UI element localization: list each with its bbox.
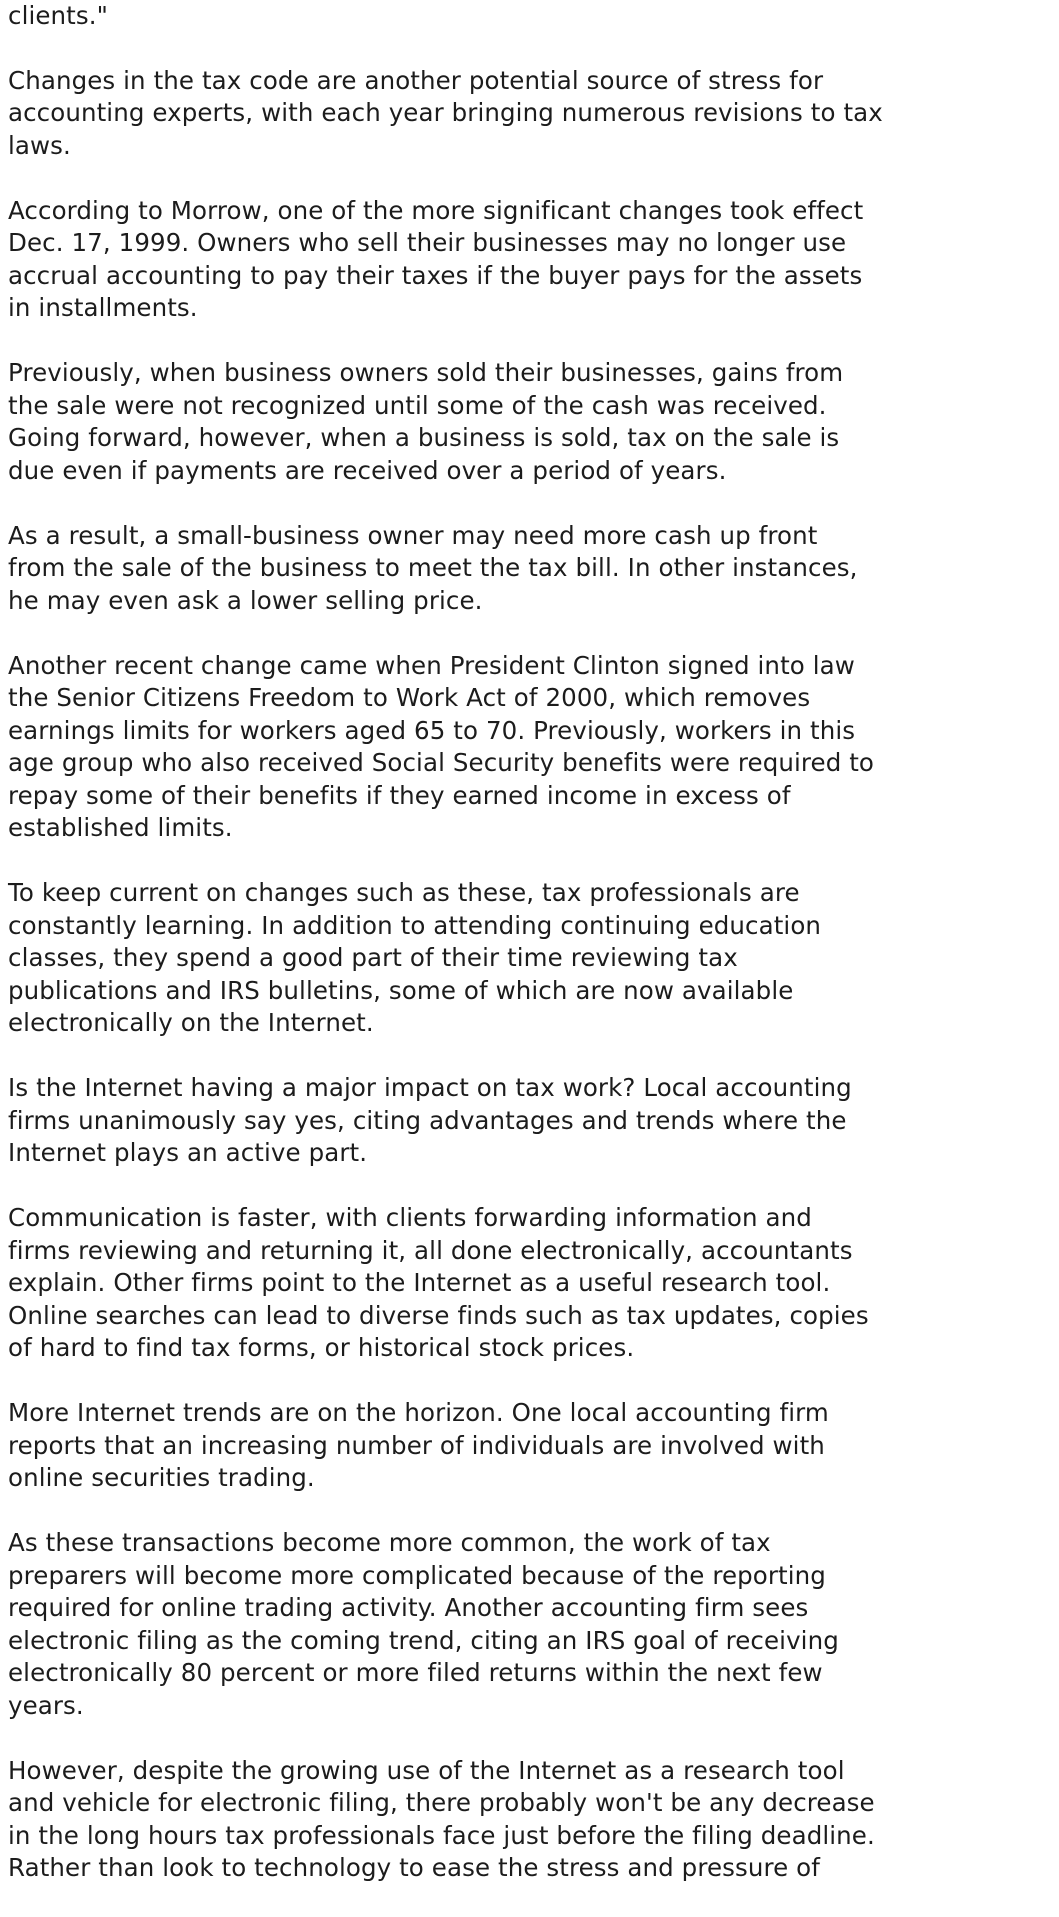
paragraph-4 [8, 357, 1048, 487]
text-line: of hard to find tax forms, or historical stock prices. [8, 1333, 635, 1362]
paragraph-9 [8, 1202, 1048, 1365]
text-line: from the sale of the business to meet the tax bill. In other instances, [8, 553, 858, 582]
text-line: in the long hours tax professionals face just before the filing deadline. [8, 1820, 875, 1850]
paragraph-8 [8, 1072, 1048, 1170]
text-line: Online searches can lead to diverse finds such as tax updates, copies [8, 1300, 869, 1330]
text-line: earnings limits for workers aged 65 to 70. Previously, workers in this [8, 715, 856, 745]
text-line: clients." [8, 1, 109, 30]
text-line: firms unanimously say yes, citing advantages and trends where the [8, 1105, 847, 1135]
paragraph-5 [8, 520, 1048, 618]
text-line: Going forward, however, when a business is sold, tax on the sale is [8, 423, 840, 452]
text-line: As a result, a small-business owner may need more cash up front [8, 520, 818, 550]
text-line: publications and IRS bulletins, some of which are now available [8, 975, 794, 1005]
paragraph-11 [8, 1527, 1048, 1722]
paragraph-3 [8, 195, 1048, 325]
text-line: Rather than look to technology to ease the stress and pressure of [8, 1853, 820, 1882]
document-page [8, 0, 1048, 1917]
text-line: Dec. 17, 1999. Owners who sell their businesses may no longer use [8, 228, 847, 257]
text-line: firms reviewing and returning it, all done electronically, accountants [8, 1235, 853, 1265]
text-line: As these transactions become more common, the work of tax [8, 1528, 771, 1557]
text-line: he may even ask a lower selling price. [8, 585, 483, 615]
text-line: repay some of their benefits if they earned income in excess of [8, 780, 791, 810]
text-line: and vehicle for electronic filing, there probably won't be any decrease [8, 1788, 875, 1817]
text-line: years. [8, 1690, 84, 1720]
paragraph-2 [8, 65, 1048, 163]
paragraph-10 [8, 1397, 1048, 1495]
text-line: According to Morrow, one of the more significant changes took effect [8, 195, 864, 225]
text-line: established limits. [8, 813, 233, 842]
text-line: age group who also received Social Security benefits were required to [8, 748, 875, 777]
paragraph-6 [8, 650, 1048, 845]
text-line: laws. [8, 130, 71, 160]
text-line: the sale were not recognized until some of the cash was received. [8, 390, 827, 420]
text-line: constantly learning. In addition to attending continuing education [8, 910, 822, 940]
paragraph-1 [8, 0, 1048, 33]
text-line: To keep current on changes such as these, tax professionals are [8, 878, 800, 907]
text-line: Is the Internet having a major impact on tax work? Local accounting [8, 1073, 852, 1102]
text-line: Changes in the tax code are another potential source of stress for [8, 65, 824, 95]
text-line: explain. Other firms point to the Internet as a useful research tool. [8, 1268, 831, 1297]
text-line: classes, they spend a good part of their time reviewing tax [8, 943, 738, 972]
text-line: the Senior Citizens Freedom to Work Act of 2000, which removes [8, 683, 811, 712]
text-line: electronically 80 percent or more filed returns within the next few [8, 1658, 823, 1687]
text-line: However, despite the growing use of the Internet as a research tool [8, 1755, 845, 1785]
text-line: preparers will become more complicated because of the reporting [8, 1560, 826, 1590]
text-line: reports that an increasing number of individuals are involved with [8, 1430, 825, 1460]
text-line: accrual accounting to pay their taxes if the buyer pays for the assets [8, 260, 863, 290]
text-line: electronic filing as the coming trend, citing an IRS goal of receiving [8, 1625, 839, 1655]
text-line: Internet plays an active part. [8, 1138, 368, 1167]
text-line: accounting experts, with each year bringing numerous revisions to tax [8, 98, 883, 127]
paragraph-12 [8, 1755, 1048, 1885]
text-line: Another recent change came when President Clinton signed into law [8, 650, 855, 680]
text-line: electronically on the Internet. [8, 1008, 374, 1037]
text-line: required for online trading activity. Another accounting firm sees [8, 1593, 809, 1622]
text-line: online securities trading. [8, 1463, 315, 1492]
text-line: in installments. [8, 293, 198, 322]
paragraph-7 [8, 877, 1048, 1040]
text-line: Previously, when business owners sold their businesses, gains from [8, 358, 844, 387]
text-line: More Internet trends are on the horizon. One local accounting firm [8, 1398, 829, 1427]
text-line: due even if payments are received over a period of years. [8, 455, 727, 485]
text-line: Communication is faster, with clients forwarding information and [8, 1203, 812, 1232]
